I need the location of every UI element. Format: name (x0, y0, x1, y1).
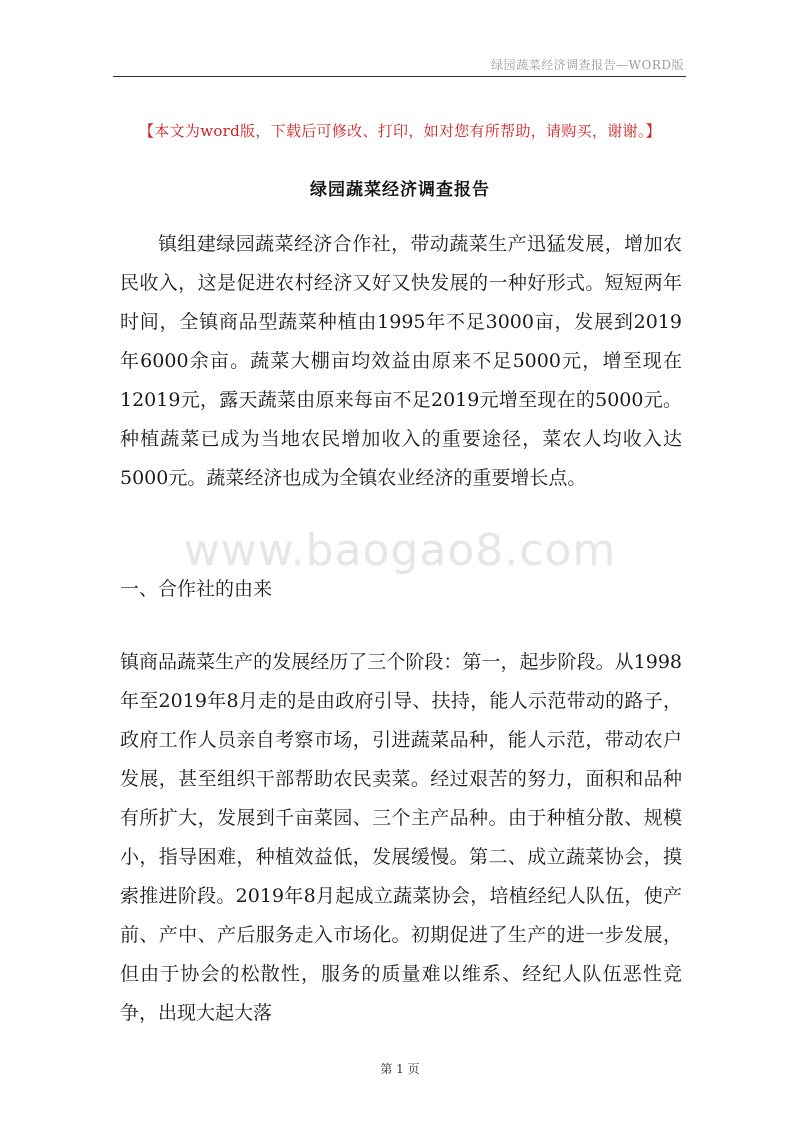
page-number: 第 1 页 (380, 1062, 420, 1076)
header-divider (113, 76, 686, 77)
document-title: 绿园蔬菜经济调查报告 (310, 180, 490, 200)
watermark: www.baogao8.com (183, 525, 617, 576)
intro-paragraph: 镇组建绿园蔬菜经济合作社，带动蔬菜生产迅猛发展，增加农民收入，这是促进农村经济又好又快发展的一种好形式。短短两年时间，全镇商品型蔬菜种植由1995年不足3000亩，发展到2019年6000余亩。蔬菜大棚亩均效益由原来不足5000元，增至现在12019元，露天蔬菜由原来每亩不足2019元增至现在的5000元。种植蔬菜已成为当地农民增加收入的重要途径，菜农人均收入达5000元。蔬菜经济也成为全镇农业经济的重要增长点。 (120, 233, 682, 489)
purchase-notice: 【本文为word版，下载后可修改、打印，如对您有所帮助，请购买，谢谢。】 (139, 122, 661, 140)
body-paragraph: 镇商品蔬菜生产的发展经历了三个阶段：第一，起步阶段。从1998年至2019年8月走的是由政府引导、扶持，能人示范带动的路子，政府工作人员亲自考察市场，引进蔬菜品种，能人示范，带动农户发展，甚至组织干部帮助农民卖菜。经过艰苦的努力，面积和品种有所扩大，发展到千亩菜园、三个主产品种。由于种植分散、规模小，指导困难，种植效益低，发展缓慢。第二、成立蔬菜协会，摸索推进阶段。2019年8月起成立蔬菜协会，培植经纪人队伍，使产前、产中、产后服务走入市场化。初期促进了生产的进一步发展，但由于协会的松散性，服务的质量难以维系、经纪人队伍恶性竞争，出现大起大落 (120, 651, 682, 1024)
running-header: 绿园蔬菜经济调查报告—WORD版 (491, 58, 684, 72)
section-heading: 一、合作社的由来 (120, 578, 273, 600)
